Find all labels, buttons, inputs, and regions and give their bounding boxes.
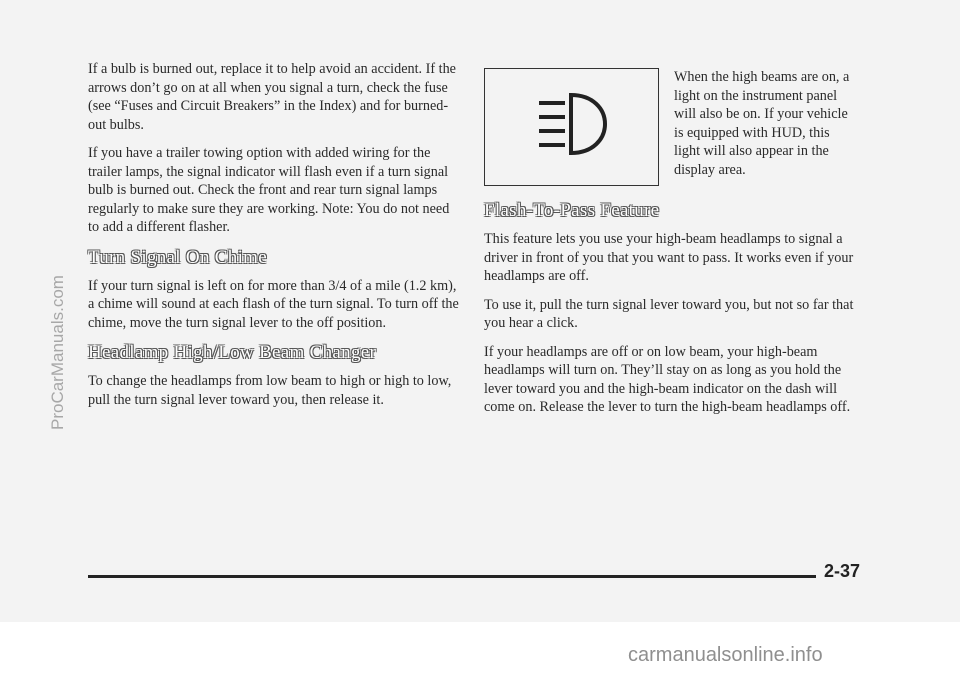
icon-caption-text: When the high beams are on, a light on the instrument panel will also be on. If your vehicle is equipped with HUD, this light will also appear in the display area.	[674, 69, 850, 178]
paragraph-beam-changer: To change the headlamps from low beam to high or high to low, pull the turn signal lever toward you, then release it.	[88, 373, 452, 408]
paragraph-trailer-towing: If you have a trailer towing option with added wiring for the trailer lamps, the signal indicator will flash even if a turn signal bulb is burned out. Check the front and rear turn signal lamps regularly to make sure they are working. Note: You do not need to add a different flasher.	[88, 145, 450, 235]
heading-beam-changer: Headlamp High/Low Beam Changer	[88, 342, 377, 363]
paragraph-burned-bulb: If a bulb is burned out, replace it to help avoid an accident. If the arrows don’t go on at all when you signal a turn, check the fuse (see “Fuses and Circuit Breakers” in the Index) and for burned-out bulbs.	[88, 61, 456, 133]
footer-rule	[88, 575, 816, 578]
watermark-bottom: carmanualsonline.info	[628, 644, 823, 666]
paragraph-high-beam-on: If your headlamps are off or on low beam, your high-beam headlamps will turn on. They’ll stay on as long as you hold the lever toward you and the high-beam indicator on the dash will come on. Release the lever to turn the high-beam headlamps off.	[484, 343, 851, 415]
paragraph-chime: If your turn signal is left on for more than 3/4 of a mile (1.2 km), a chime will sound at each flash of the turn signal. To turn off the chime, move the turn signal lever to the off position.	[88, 277, 459, 331]
high-beam-indicator-icon	[537, 89, 609, 165]
heading-turn-signal-chime: Turn Signal On Chime	[88, 246, 267, 268]
right-column-flow	[484, 194, 854, 427]
paragraph-flash-to-pass: This feature lets you use your high-beam headlamps to signal a driver in front of you that you want to pass. It works even if your headlamps are off.	[484, 231, 854, 284]
page-number: 2-37	[824, 561, 861, 581]
left-column	[88, 60, 460, 419]
paragraph-use-it: To use it, pull the turn signal lever toward you, but not so far that you hear a click.	[484, 296, 854, 331]
icon-caption	[674, 68, 854, 179]
high-beam-icon-frame	[484, 68, 659, 186]
heading-flash-to-pass: Flash-To-Pass Feature	[484, 200, 660, 221]
watermark-side: ProCarManuals.com	[48, 275, 67, 430]
